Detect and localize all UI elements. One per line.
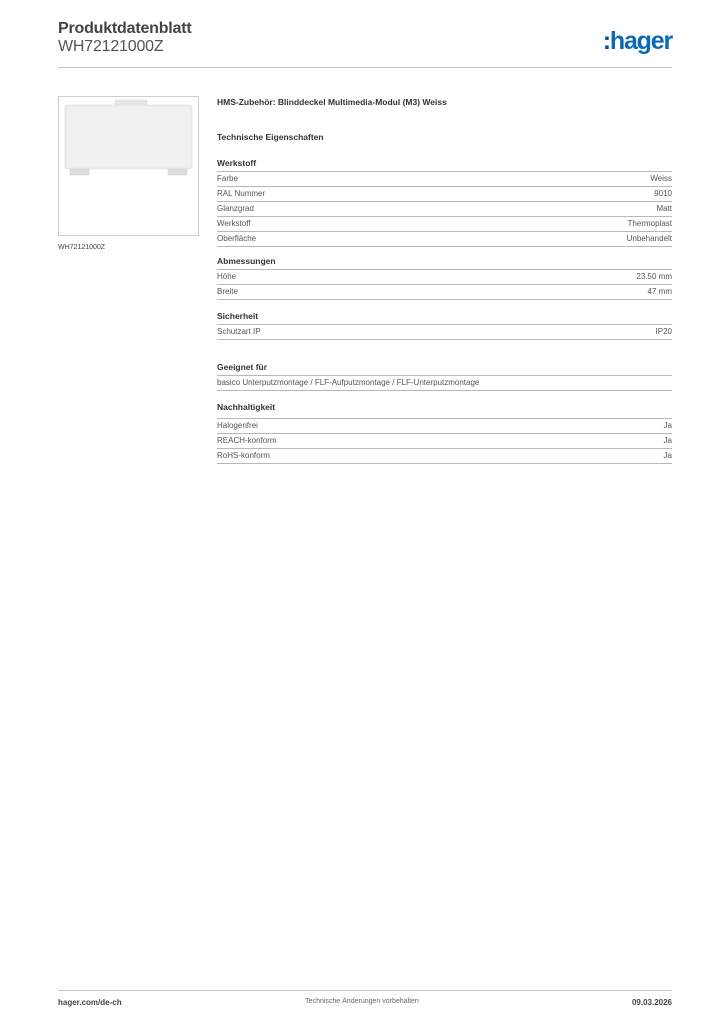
property-value: 9010 (654, 189, 672, 198)
property-label: RAL Nummer (217, 189, 266, 198)
blind-cover-illustration (59, 97, 198, 235)
product-name: HMS-Zubehör: Blinddeckel Multimedia-Modul (M3) Weiss (217, 97, 447, 107)
hager-logo (603, 26, 672, 56)
property-row (217, 216, 672, 231)
property-label: Breite (217, 287, 238, 296)
image-caption: WH72121000Z (58, 244, 106, 251)
section-title: Abmessungen (217, 256, 276, 266)
property-value: 47 mm (647, 287, 672, 296)
property-value: Ja (663, 451, 672, 460)
property-value: IP20 (655, 327, 672, 336)
section-werkstoff (217, 157, 672, 247)
property-label: basico Unterputzmontage / FLF-Aufputzmontage / FLF-Unterputzmontage (217, 378, 480, 387)
product-details (217, 96, 672, 464)
property-value: Weiss (650, 174, 672, 183)
article-number: WH72121000Z (58, 38, 164, 55)
property-row (217, 201, 672, 216)
property-row (217, 186, 672, 201)
property-row (217, 324, 672, 340)
property-row (217, 375, 672, 391)
property-label: RoHS-konform (217, 451, 270, 460)
property-label: REACH-konform (217, 436, 277, 445)
section-geeignet-fuer (217, 361, 672, 391)
property-label: Halogenfrei (217, 421, 258, 430)
section-title: Geeignet für (217, 362, 268, 372)
property-value: Matt (656, 204, 672, 213)
property-row (217, 231, 672, 247)
product-image (58, 96, 199, 236)
property-row (217, 171, 672, 186)
property-value: Ja (663, 421, 672, 430)
footer-website-link[interactable]: hager.com/de-ch (58, 998, 122, 1007)
footer-notice: Technische Änderungen vorbehalten (305, 998, 419, 1005)
technical-properties-heading: Technische Eigenschaften (217, 132, 324, 142)
property-label: Oberfläche (217, 234, 257, 243)
property-row (217, 418, 672, 433)
logo-mark: : (602, 27, 610, 55)
property-row (217, 448, 672, 464)
property-value: Ja (663, 436, 672, 445)
property-label: Schutzart IP (217, 327, 261, 336)
property-label: Höhe (217, 272, 237, 281)
property-value: Unbehandelt (626, 234, 672, 243)
header-divider (58, 67, 672, 68)
property-label: Glanzgrad (217, 204, 254, 213)
section-title: Sicherheit (217, 311, 259, 321)
section-title: Werkstoff (217, 158, 257, 168)
property-row (217, 433, 672, 448)
property-label: Farbe (217, 174, 238, 183)
property-value: Thermoplast (627, 219, 672, 228)
footer-divider (58, 990, 672, 991)
logo-word: hager (609, 27, 672, 55)
section-title: Nachhaltigkeit (217, 402, 276, 412)
property-value: 23.50 mm (636, 272, 672, 281)
property-row (217, 284, 672, 300)
section-sicherheit (217, 310, 672, 340)
property-label: Werkstoff (217, 219, 251, 228)
page-title: Produktdatenblatt (58, 20, 192, 37)
section-abmessungen (217, 255, 672, 300)
section-nachhaltigkeit (217, 401, 672, 464)
property-row (217, 269, 672, 284)
footer-date: 09.03.2026 (631, 998, 672, 1007)
